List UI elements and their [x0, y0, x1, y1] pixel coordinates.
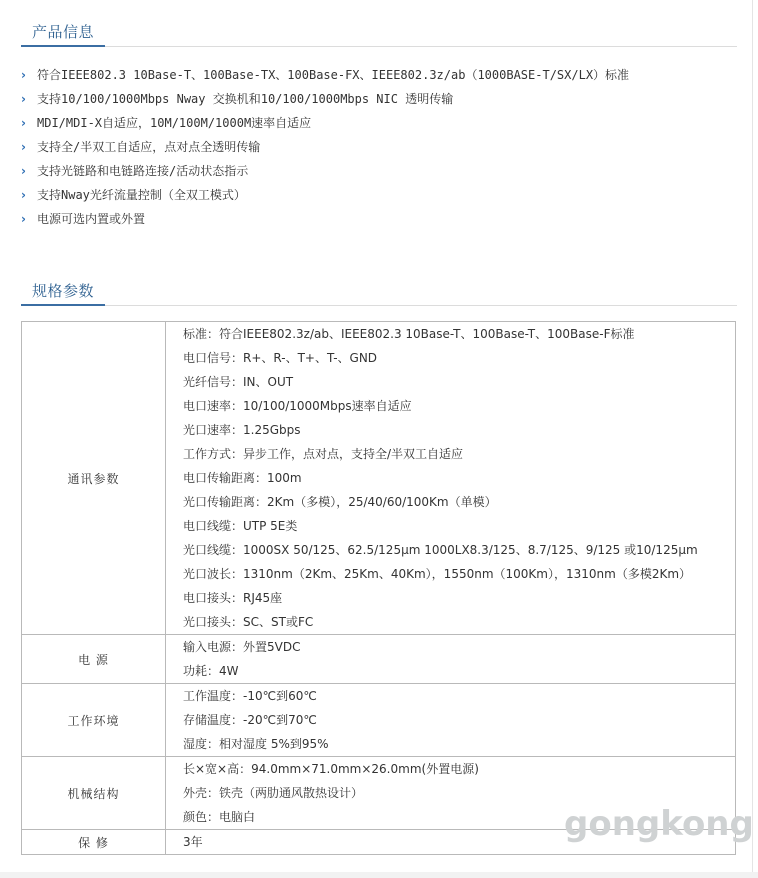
spec-line: 光纤信号：IN、OUT [183, 375, 294, 389]
spec-category: 工作环境 [22, 684, 166, 757]
spec-line: 光口线缆：1000SX 50/125、62.5/125μm 1000LX8.3/125、8.7/125、9/125 或10/125μm [183, 543, 698, 557]
spec-line: 光口波长：1310nm（2Km、25Km、40Km），1550nm（100Km），1310nm（多模2Km） [183, 567, 692, 581]
spec-values [166, 635, 736, 684]
spec-category: 保 修 [22, 830, 166, 855]
spec-line: 工作温度：-10℃到60℃ [183, 689, 317, 703]
spec-line: 光口速率：1.25Gbps [183, 423, 301, 437]
chevron-right-icon: › [21, 68, 26, 82]
spec-values [166, 684, 736, 757]
spec-line: 电口线缆：UTP 5E类 [183, 519, 298, 533]
spec-line: 长×宽×高：94.0mm×71.0mm×26.0mm(外置电源) [183, 762, 479, 776]
spec-line: 湿度：相对湿度 5%到95% [183, 737, 329, 751]
feature-item: › 符合IEEE802.3 10Base-T、100Base-TX、100Base-FX、IEEE802.3z/ab（1000BASE-T/SX/LX）标准 [21, 63, 629, 87]
spec-title: 规格参数 [21, 281, 105, 306]
spec-category: 通讯参数 [22, 322, 166, 635]
feature-item: › 电源可选内置或外置 [21, 207, 629, 231]
spec-row-environment [22, 684, 736, 757]
spec-line: 外壳：铁壳（两肋通风散热设计） [183, 786, 364, 800]
spec-line: 工作方式：异步工作，点对点，支持全/半双工自适应 [183, 447, 464, 461]
spec-line: 颜色：电脑白 [183, 810, 256, 824]
page-right-divider [752, 0, 753, 878]
spec-line: 输入电源：外置5VDC [183, 640, 301, 654]
spec-line: 光口传输距离：2Km（多模），25/40/60/100Km（单模） [183, 495, 497, 509]
chevron-right-icon: › [21, 188, 26, 202]
chevron-right-icon: › [21, 140, 26, 154]
spec-values [166, 322, 736, 635]
spec-line: 电口信号：R+、R-、T+、T-、GND [183, 351, 378, 365]
watermark-logo: gongkong [564, 804, 754, 844]
feature-item: › MDI/MDI-X自适应，10M/100M/1000M速率自适应 [21, 111, 629, 135]
spec-row-power [22, 635, 736, 684]
page-bottom-strip [0, 872, 758, 878]
spec-category: 机械结构 [22, 757, 166, 830]
feature-item: › 支持全/半双工自适应，点对点全透明传输 [21, 135, 629, 159]
feature-item: › 支持光链路和电链路连接/活动状态指示 [21, 159, 629, 183]
spec-line: 存储温度：-20℃到70℃ [183, 713, 317, 727]
chevron-right-icon: › [21, 212, 26, 226]
spec-line: 电口传输距离：100m [183, 471, 302, 485]
spec-line: 电口接头：RJ45座 [183, 591, 283, 605]
product-info-header [21, 22, 737, 47]
spec-header [21, 281, 737, 306]
spec-category: 电 源 [22, 635, 166, 684]
spec-line: 3年 [183, 835, 203, 849]
spec-row-communication [22, 322, 736, 635]
chevron-right-icon: › [21, 164, 26, 178]
chevron-right-icon: › [21, 92, 26, 106]
spec-line: 光口接头：SC、ST或FC [183, 615, 314, 629]
spec-table [21, 321, 736, 855]
spec-line: 电口速率：10/100/1000Mbps速率自适应 [183, 399, 412, 413]
feature-item: › 支持Nway光纤流量控制（全双工模式） [21, 183, 629, 207]
spec-line: 标准：符合IEEE802.3z/ab、IEEE802.3 10Base-T、100Base-T、100Base-F标准 [183, 327, 635, 341]
chevron-right-icon: › [21, 116, 26, 130]
feature-item: › 支持10/100/1000Mbps Nway 交换机和10/100/1000Mbps NIC 透明传输 [21, 87, 629, 111]
spec-line: 功耗：4W [183, 664, 239, 678]
feature-list [21, 63, 629, 231]
product-info-title: 产品信息 [21, 22, 105, 47]
